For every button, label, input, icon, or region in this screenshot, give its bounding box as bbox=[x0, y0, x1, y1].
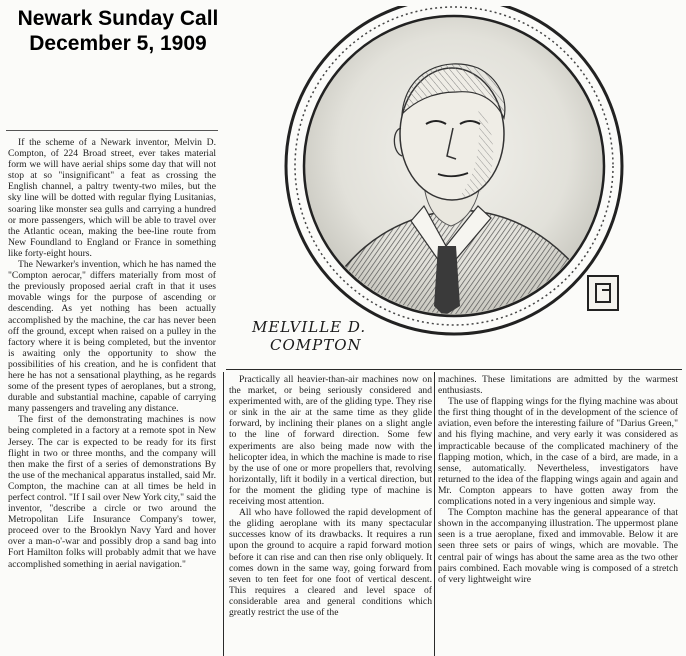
caption-first-name: MELVILLE D. bbox=[252, 318, 367, 336]
article-column-1 bbox=[8, 137, 216, 652]
column2-paragraph: Practically all heavier-than-air machines now on the market, or being seriously considered and experimented with, are of the gliding type. They rise or sink in the air at the same time as they glide forward, by inclining their planes on a slight angle to the line of forward direction. Some few experiments are also being made now with the helicopter idea, in which the machine is made to rise by the use of one or more propellers that, revolving horizontally, lift it bodily in a vertical direction, but for the moment the gliding type of machine is receiving most attention. bbox=[229, 374, 432, 508]
column3-paragraph: machines. These limitations are admitted by the warmest enthusiasts. bbox=[438, 374, 678, 397]
column3-paragraph: The use of flapping wings for the flying machine was about the first thing thought of in the development of the science of aviation, even before the interesting failure of "Darius Green," and his flying machine, and very early it was considered as impracticable because of the complicated machinery of the flapping motion, which, in the case of a bird, are made, in a sense, automatically. Nevertheless, investigators have returned to the idea of the flapping wings again and again and Mr. Compton appears to have gotten away from the complications noted in a very ingenious and simple way. bbox=[438, 396, 678, 508]
illustration-rule bbox=[226, 369, 682, 370]
clipping-header bbox=[0, 6, 236, 56]
column1-paragraph: If the scheme of a Newark inventor, Melvin D. Compton, of 224 Broad street, ever takes material form we will have aerial ships some day that will not stop at so "insignificant" a feat as crossing the English channel, a paltry twenty-two miles, but the sky line will be dotted with regular flying Lusitanias, soaring like monster sea gulls and carrying a hundred or more passengers, which will be able to travel over the Atlantic ocean, making the bee-line route from New Foundland to England or France in something like forty-eight hours. bbox=[8, 137, 216, 259]
portrait-illustration bbox=[246, 6, 684, 364]
column2-paragraph: All who have followed the rapid development of the gliding aeroplane with its many spectacular successes know of its drawbacks. It requires a run upon the ground to acquire a rapid forward motion before it can rise and can then rise only obliquely. It comes down in the same way, going forward from seven to ten feet for one foot of vertical descent. This requires a cleared and level space of considerable area and general conditions which greatly restrict the use of the bbox=[229, 507, 432, 618]
header-divider bbox=[6, 130, 218, 131]
article-column-3 bbox=[438, 374, 678, 654]
column1-paragraph: The Newarker's invention, which he has named the "Compton aerocar," differs materially from most of the previously proposed aerial craft in that it uses movable wings for the purpose of ascending or descending. As yet nothing has been actually accomplished by the machine, the car has never been off the ground, except when raised on a pulley in the factory where it is being completed, but the inventor is awaiting only the opportunity to show the possibilities of his creation, and he is confident that here he has not a sensational plaything, as he regards some of the present types of aeroplanes, but a strong, durable and substantial machine, capable of carrying many passengers and traveling any distance. bbox=[8, 259, 216, 415]
caption-last-name: COMPTON bbox=[270, 336, 362, 354]
newspaper-title: Newark Sunday Call bbox=[17, 7, 219, 30]
column3-paragraph: The Compton machine has the general appearance of that shown in the accompanying illustration. The uppermost plane seen is a true aeroplane, fixed and immovable. Below it are seen three sets or pairs of wings, which are movable. The central pair of wings has about the same area as the two other pairs combined. Each movable wing is composed of a stretch of very lightweight wire bbox=[438, 507, 678, 585]
publication-date: December 5, 1909 bbox=[29, 32, 207, 55]
article-column-2 bbox=[229, 374, 432, 654]
monogram-box bbox=[588, 276, 618, 310]
column-rule-1 bbox=[223, 372, 224, 656]
column1-paragraph: The first of the demonstrating machines is now being completed in a factory at a remote spot in New Jersey. The car is expected to be ready for its first flight in two or three months, and the company will then make the first of a series of demonstrations By the use of the mechanical apparatus installed, said Mr. Compton, the machine can at all times be held in perfect control. "If I sail over New York city," said the inventor, "describe a circle or two around the Metropolitan Life Insurance Company's tower, proceed over to the Brooklyn Navy Yard and hover over a man-o'-war and possibly drop a sand bag into Fort Hamilton folks will probably admit that we have accomplished something in aerial navigation." bbox=[8, 414, 216, 570]
portrait-caption bbox=[252, 318, 382, 354]
column-rule-2 bbox=[434, 372, 435, 656]
